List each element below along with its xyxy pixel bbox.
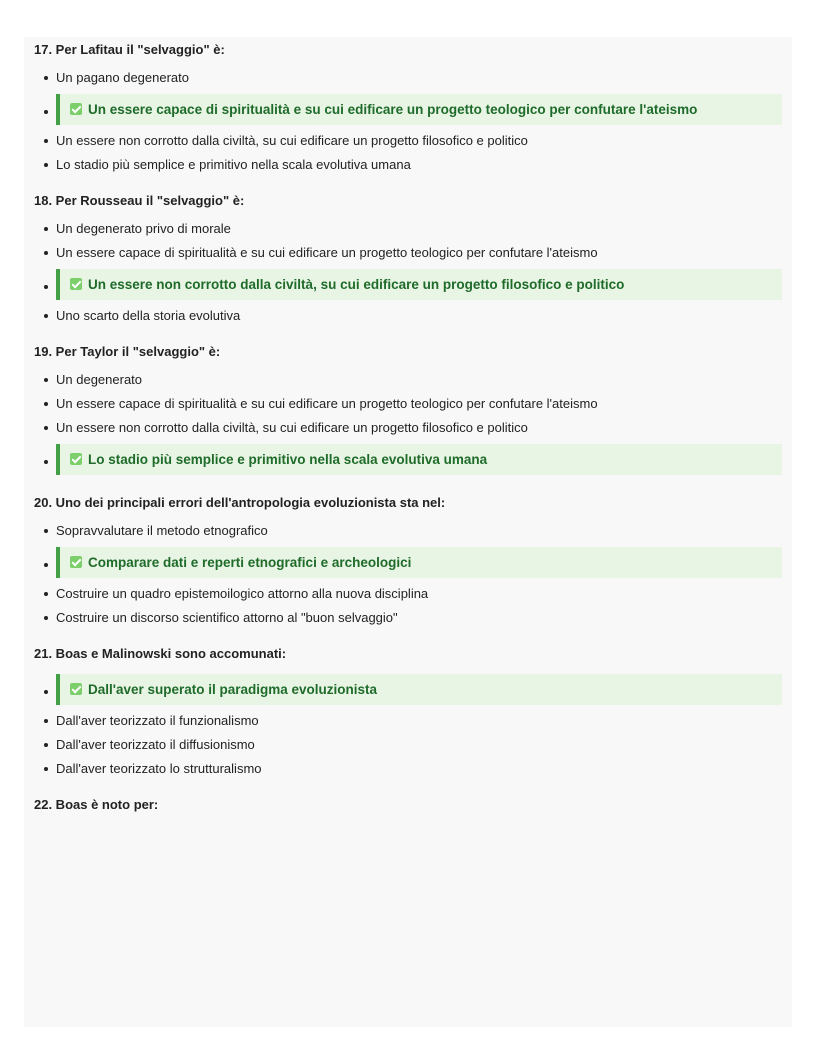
- quiz-sheet: [24, 37, 792, 1027]
- answer-item: [34, 372, 782, 388]
- answer-text: Dall'aver teorizzato il funzionalismo: [56, 713, 259, 728]
- answer-item: [34, 420, 782, 436]
- answer-text: Lo stadio più semplice e primitivo nella scala evolutiva umana: [88, 452, 488, 467]
- answer-item: [34, 737, 782, 753]
- answer-text: Lo stadio più semplice e primitivo nella scala evolutiva umana: [56, 157, 411, 172]
- answer-list: [34, 523, 782, 626]
- bullet-dot-icon: [44, 76, 48, 80]
- answer-list: [34, 221, 782, 324]
- answer-item: [34, 761, 782, 777]
- correct-answer-item: [34, 269, 782, 300]
- bullet-dot-icon: [44, 743, 48, 747]
- bullet-dot-icon: [44, 460, 48, 464]
- bullet-dot-icon: [44, 529, 48, 533]
- question-title: 18. Per Rousseau il "selvaggio" è:: [34, 193, 245, 208]
- bullet-dot-icon: [44, 285, 48, 289]
- quiz-content: [24, 37, 792, 813]
- correct-answer-item: [34, 94, 782, 125]
- correct-answer-highlight: [56, 674, 782, 705]
- answer-item: [34, 396, 782, 412]
- answer-item: [34, 221, 782, 237]
- answer-list: [34, 372, 782, 475]
- bullet-dot-icon: [44, 110, 48, 114]
- bullet-dot-icon: [44, 690, 48, 694]
- answer-text: Un essere non corrotto dalla civiltà, su cui edificare un progetto filosofico e politico: [56, 420, 528, 435]
- answer-item: [34, 713, 782, 729]
- bullet-dot-icon: [44, 616, 48, 620]
- answer-text: Dall'aver teorizzato il diffusionismo: [56, 737, 255, 752]
- answer-text: Un essere non corrotto dalla civiltà, su cui edificare un progetto filosofico e politico: [56, 133, 528, 148]
- correct-answer-highlight: [56, 444, 782, 475]
- bullet-dot-icon: [44, 592, 48, 596]
- check-box-icon: [70, 453, 82, 465]
- answer-text: Costruire un quadro epistemoilogico attorno alla nuova disciplina: [56, 586, 429, 601]
- check-box-icon: [70, 683, 82, 695]
- correct-answer-highlight: [56, 269, 782, 300]
- bullet-dot-icon: [44, 563, 48, 567]
- answer-text: Un essere capace di spiritualità e su cui edificare un progetto teologico per confutare l'ateismo: [56, 245, 598, 260]
- answer-text: Costruire un discorso scientifico attorno al "buon selvaggio": [56, 610, 398, 625]
- check-box-icon: [70, 556, 82, 568]
- answer-text: Comparare dati e reperti etnografici e archeologici: [88, 555, 412, 570]
- answer-item: [34, 70, 782, 86]
- answer-text: Un degenerato privo di morale: [56, 221, 231, 236]
- answer-text: Un essere capace di spiritualità e su cui edificare un progetto teologico per confutare l'ateismo: [88, 102, 698, 117]
- answer-item: [34, 157, 782, 173]
- correct-answer-item: [34, 547, 782, 578]
- answer-text: Un degenerato: [56, 372, 143, 387]
- answer-item: [34, 245, 782, 261]
- question-title: 17. Per Lafitau il "selvaggio" è:: [34, 42, 225, 57]
- bullet-dot-icon: [44, 767, 48, 771]
- question-title: 22. Boas è noto per:: [34, 797, 159, 812]
- answer-item: [34, 133, 782, 149]
- bullet-dot-icon: [44, 163, 48, 167]
- answer-text: Dall'aver teorizzato lo strutturalismo: [56, 761, 262, 776]
- bullet-dot-icon: [44, 378, 48, 382]
- question-title: 19. Per Taylor il "selvaggio" è:: [34, 344, 221, 359]
- answer-list: [34, 674, 782, 777]
- question-title: 21. Boas e Malinowski sono accomunati:: [34, 646, 287, 661]
- correct-answer-highlight: [56, 547, 782, 578]
- bullet-dot-icon: [44, 402, 48, 406]
- check-box-icon: [70, 103, 82, 115]
- answer-item: [34, 523, 782, 539]
- answer-list: [34, 70, 782, 173]
- answer-text: Uno scarto della storia evolutiva: [56, 308, 241, 323]
- answer-text: Un pagano degenerato: [56, 70, 190, 85]
- answer-text: Un essere non corrotto dalla civiltà, su cui edificare un progetto filosofico e politico: [88, 277, 625, 292]
- answer-text: Sopravvalutare il metodo etnografico: [56, 523, 268, 538]
- answer-item: [34, 610, 782, 626]
- question-title: 20. Uno dei principali errori dell'antropologia evoluzionista sta nel:: [34, 495, 446, 510]
- bullet-dot-icon: [44, 227, 48, 231]
- correct-answer-item: [34, 444, 782, 475]
- bullet-dot-icon: [44, 139, 48, 143]
- answer-text: Dall'aver superato il paradigma evoluzionista: [88, 682, 378, 697]
- answer-item: [34, 308, 782, 324]
- answer-text: Un essere capace di spiritualità e su cui edificare un progetto teologico per confutare l'ateismo: [56, 396, 598, 411]
- check-box-icon: [70, 278, 82, 290]
- bullet-dot-icon: [44, 251, 48, 255]
- bullet-dot-icon: [44, 426, 48, 430]
- answer-item: [34, 586, 782, 602]
- bullet-dot-icon: [44, 719, 48, 723]
- correct-answer-item: [34, 674, 782, 705]
- bullet-dot-icon: [44, 314, 48, 318]
- correct-answer-highlight: [56, 94, 782, 125]
